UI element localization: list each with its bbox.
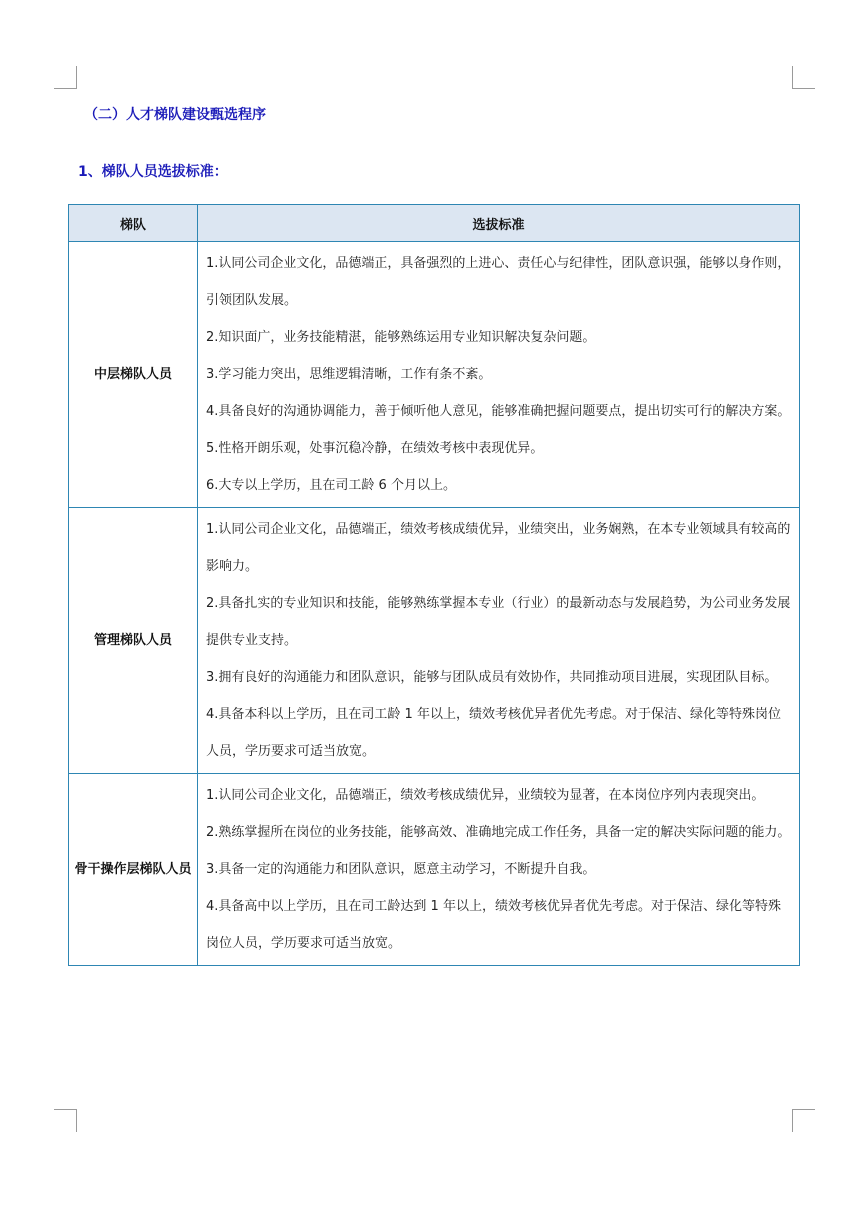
section-heading: （二）人才梯队建设甄选程序 (84, 107, 266, 123)
criteria-item: 1.认同公司企业文化，品德端正，具备强烈的上进心、责任心与纪律性，团队意识强，能够以身作则，引领团队发展。 (206, 256, 791, 308)
criteria-list (198, 774, 800, 966)
selection-criteria-table (68, 204, 800, 966)
criteria-item: 6.大专以上学历，且在司工龄 6 个月以上。 (206, 478, 456, 493)
criteria-item: 4.具备高中以上学历，且在司工龄达到 1 年以上，绩效考核优异者优先考虑。对于保洁、绿化等特殊岗位人员，学历要求可适当放宽。 (206, 899, 781, 951)
criteria-item: 2.熟练掌握所在岗位的业务技能，能够高效、准确地完成工作任务，具备一定的解决实际问题的能力。 (206, 825, 791, 840)
criteria-item: 5.性格开朗乐观，处事沉稳冷静，在绩效考核中表现优异。 (206, 441, 544, 456)
margin-mark-top-right (792, 66, 815, 89)
criteria-list (198, 242, 800, 508)
margin-mark-bottom-right (792, 1109, 815, 1132)
table-row (69, 508, 800, 774)
criteria-item: 4.具备本科以上学历，且在司工龄 1 年以上，绩效考核优异者优先考虑。对于保洁、绿化等特殊岗位人员，学历要求可适当放宽。 (206, 707, 781, 759)
header-criteria: 选拔标准 (198, 205, 800, 242)
header-tier: 梯队 (69, 205, 198, 242)
criteria-item: 3.学习能力突出，思维逻辑清晰，工作有条不紊。 (206, 367, 492, 382)
tier-name: 骨干操作层梯队人员 (69, 774, 198, 966)
table-row (69, 242, 800, 508)
margin-mark-top-left (54, 66, 77, 89)
tier-name: 中层梯队人员 (69, 242, 198, 508)
criteria-item: 4.具备良好的沟通协调能力，善于倾听他人意见，能够准确把握问题要点，提出切实可行的解决方案。 (206, 404, 791, 419)
criteria-item: 2.具备扎实的专业知识和技能，能够熟练掌握本专业（行业）的最新动态与发展趋势，为公司业务发展提供专业支持。 (206, 596, 791, 648)
criteria-item: 1.认同公司企业文化，品德端正，绩效考核成绩优异，业绩较为显著，在本岗位序列内表现突出。 (206, 788, 765, 803)
criteria-item: 3.具备一定的沟通能力和团队意识，愿意主动学习，不断提升自我。 (206, 862, 596, 877)
tier-name: 管理梯队人员 (69, 508, 198, 774)
criteria-item: 3.拥有良好的沟通能力和团队意识，能够与团队成员有效协作，共同推动项目进展，实现团队目标。 (206, 670, 778, 685)
table-row (69, 774, 800, 966)
subsection-heading: 1、梯队人员选拔标准： (78, 164, 228, 180)
margin-mark-bottom-left (54, 1109, 77, 1132)
criteria-list (198, 508, 800, 774)
criteria-item: 2.知识面广，业务技能精湛，能够熟练运用专业知识解决复杂问题。 (206, 330, 596, 345)
criteria-item: 1.认同公司企业文化，品德端正，绩效考核成绩优异，业绩突出，业务娴熟，在本专业领域具有较高的影响力。 (206, 522, 791, 574)
table-header-row (69, 205, 800, 242)
